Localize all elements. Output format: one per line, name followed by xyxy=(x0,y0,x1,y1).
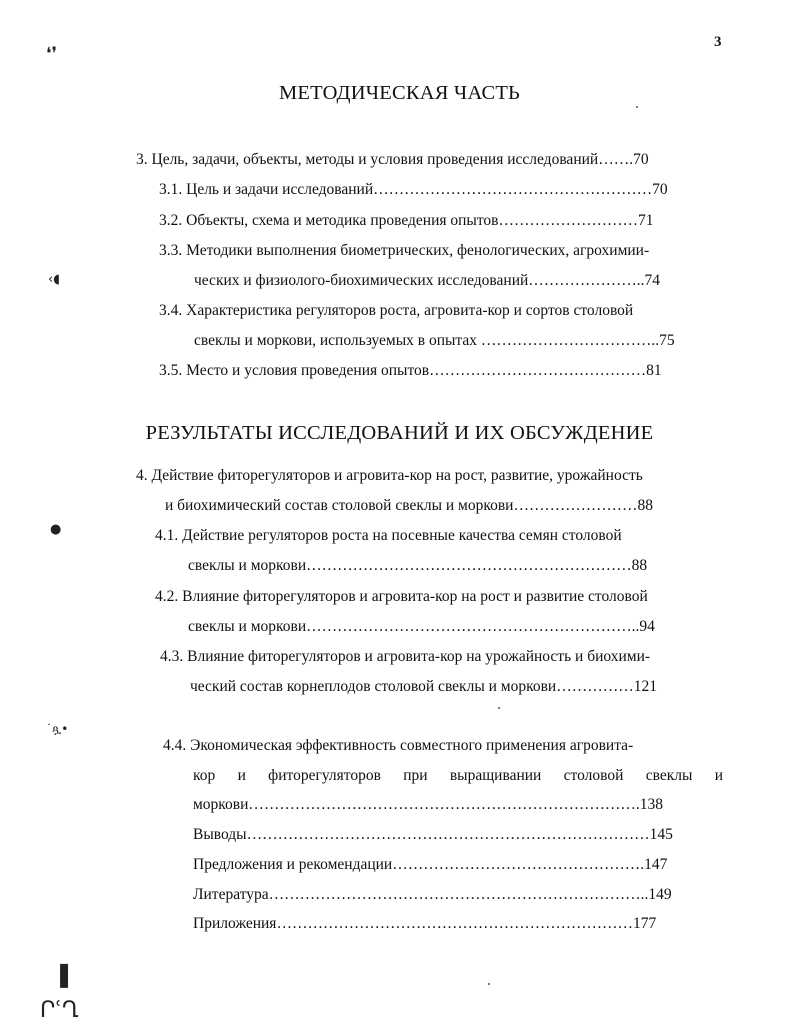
toc-entry-4-1: 4.1. Действие регуляторов роста на посевные качества семян столовой xyxy=(155,527,622,544)
word: выращивании xyxy=(449,767,542,784)
toc-entry-conclusions: Выводы……………………………………………………………………145 xyxy=(193,826,673,843)
toc-entry-proposals: Предложения и рекомендации………………………………………….147 xyxy=(193,856,668,873)
scan-speck xyxy=(636,106,638,108)
scan-artifact-mark: ❚ xyxy=(54,960,75,988)
toc-entry-4-1-cont: свеклы и моркови………………………………………………………88 xyxy=(188,557,648,574)
word: кор xyxy=(193,767,216,784)
toc-entry-4-4: 4.4. Экономическая эффективность совместного применения агровита- xyxy=(163,737,634,754)
toc-entry-3-3-cont: ческих и физиолого-биохимических исследований…………………..74 xyxy=(194,272,661,289)
toc-entry-4-3-cont: ческий состав корнеплодов столовой свеклы и моркови……………121 xyxy=(190,678,657,695)
toc-entry-4-2: 4.2. Влияние фиторегуляторов и агровита-кор на рост и развитие столовой xyxy=(155,588,648,605)
word: фиторегуляторов xyxy=(268,767,381,784)
word: свеклы xyxy=(645,767,693,784)
scan-artifact-mark: ˙ጿ• xyxy=(46,722,69,736)
scan-speck xyxy=(488,983,490,985)
scan-artifact-mark: ‹◖ xyxy=(48,272,61,287)
toc-entry-3-5: 3.5. Место и условия проведения опытов……………………………………81 xyxy=(159,362,662,379)
word: при xyxy=(403,767,428,784)
section-heading-methodical: МЕТОДИЧЕСКАЯ ЧАСТЬ xyxy=(278,82,521,104)
toc-entry-4-cont: и биохимический состав столовой свеклы и моркови……………………88 xyxy=(165,497,653,514)
scan-artifact-mark: ❛❜ xyxy=(46,44,57,64)
scan-artifact-mark: ● xyxy=(50,522,62,537)
scan-artifact-mark: ՐՙՂ xyxy=(40,998,79,1023)
toc-entry-3-3: 3.3. Методики выполнения биометрических, фенологических, агрохимии- xyxy=(159,242,650,259)
page-number: 3 xyxy=(714,34,722,50)
word: и xyxy=(237,767,246,784)
toc-entry-3-4-cont: свеклы и моркови, используемых в опытах ……………………………..75 xyxy=(194,332,675,349)
section-heading-results: РЕЗУЛЬТАТЫ ИССЛЕДОВАНИЙ И ИХ ОБСУЖДЕНИЕ xyxy=(145,422,654,444)
scan-speck xyxy=(498,707,500,709)
toc-entry-3-4: 3.4. Характеристика регуляторов роста, агровита-кор и сортов столовой xyxy=(159,302,634,319)
toc-entry-appendices: Приложения……………………………………………………………177 xyxy=(193,915,657,932)
toc-entry-literature: Литература………………………………………………………………..149 xyxy=(193,886,672,903)
toc-entry-4: 4. Действие фиторегуляторов и агровита-кор на рост, развитие, урожайность xyxy=(136,467,643,484)
toc-entry-3-2: 3.2. Объекты, схема и методика проведения опытов………………………71 xyxy=(159,212,654,229)
word: и xyxy=(714,767,723,784)
toc-entry-4-4-justified-line xyxy=(193,766,723,786)
word: столовой xyxy=(563,767,624,784)
toc-entry-4-3: 4.3. Влияние фиторегуляторов и агровита-кор на урожайность и биохими- xyxy=(160,648,651,665)
toc-entry-4-2-cont: свеклы и моркови………………………………………………………..94 xyxy=(188,618,655,635)
toc-entry-3: 3. Цель, задачи, объекты, методы и условия проведения исследований…….70 xyxy=(136,151,649,168)
toc-entry-4-4-cont: моркови………………………………………………………………….138 xyxy=(193,796,664,813)
toc-entry-3-1: 3.1. Цель и задачи исследований………………………………………………70 xyxy=(159,181,668,198)
